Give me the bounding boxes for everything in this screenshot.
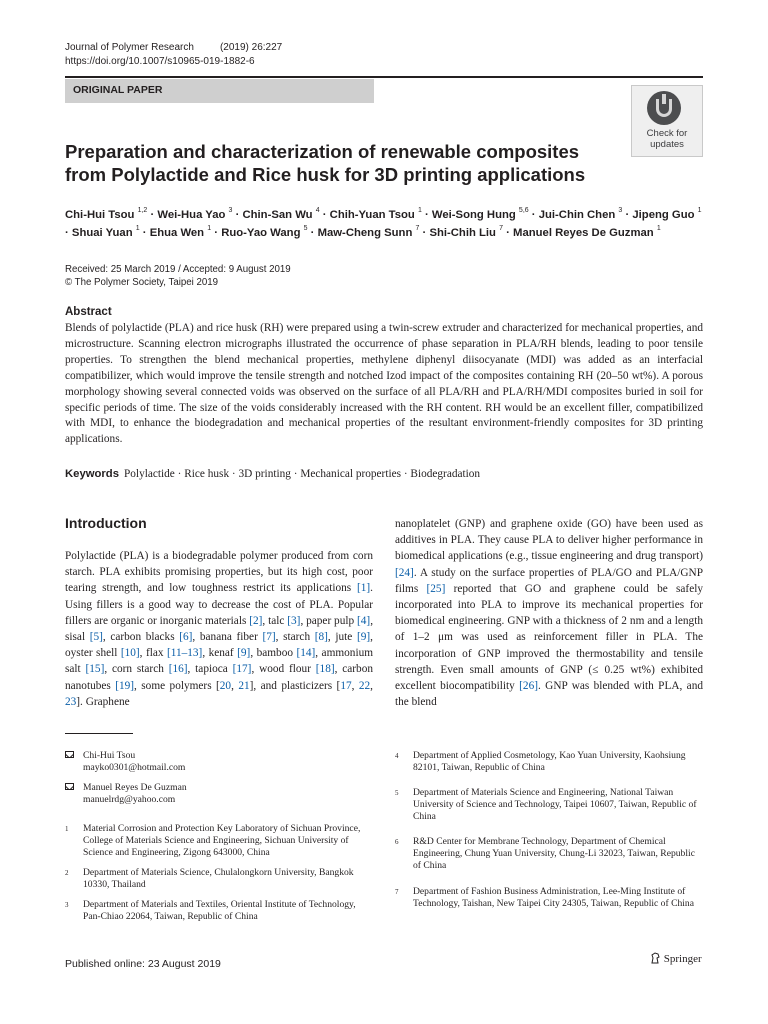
reference-link[interactable]: [24] [395,566,414,579]
author-name: Chih-Yuan Tsou [329,209,415,221]
affiliation-7 [395,886,705,922]
author-name: Chi-Hui Tsou [65,209,135,221]
author-name: Shuai Yuan [71,227,133,239]
journal-year-volume: (2019) 26:227 [219,42,283,53]
reference-link[interactable]: [14] [296,647,316,660]
contact-email[interactable]: manuelrdg@yahoo.com [83,794,176,805]
publisher-logo [650,952,702,965]
affiliation-1 [65,823,375,859]
keywords-list: Polylactide · Rice husk · 3D printing · Mechanical properties · Biodegradation [124,468,481,480]
affiliation-6 [395,836,705,872]
published-online: Published online: 23 August 2019 [65,958,221,970]
author-name: Maw-Cheng Sunn [317,227,413,239]
abstract-text: Blends of polylactide (PLA) and rice husk (RH) were prepared using a twin-screw extruder and characterized for mechanical properties, and microstructure. Scanning electron micrographs illustrated the occurrence of phase separation in PLA/RH blends, leading to poor tensile properties. To strengthen the blend mechanical properties, methylene diphenyl diisocyanate (MDI) was added as an interfacial compatibilizer, which would improve the tensile strength and notched Izod impact of the composites containing RH (20–50 wt%). A porous morphology showing several connected voids was observed on the surface of all PLA/RH and PLA/RH/MDI composites buried in soil for specific periods of time. The size of the voids considerably increased with the RH content. RH would be an excellent filler, compatibilized with MDI, to enhance the biodegradation and mechanical properties of the resultant environment-friendly composites for 3D printing applications. [65,322,703,446]
check-for-updates-badge[interactable] [631,85,703,157]
affiliation-number: 4 [395,752,399,760]
section-label: ORIGINAL PAPER [65,79,374,103]
author-affiliation: 4 [315,207,320,214]
affiliation-2 [65,867,375,891]
copyright: © The Polymer Society, Taipei 2019 [65,277,219,288]
author-affiliation: 3 [618,207,623,214]
doi-link[interactable]: https://doi.org/10.1007/s10965-019-1882-6 [65,56,255,67]
journal-header [65,41,282,69]
author-name: Wei-Hua Yao [157,209,226,221]
publisher-name: Springer [663,953,702,965]
journal-name: Journal of Polymer Research [65,42,194,53]
affiliation-5 [395,787,705,823]
affiliation-text: Department of Fashion Business Administration, Lee-Ming Institute of Technology, Taishan, New Taipei City 24305, Taiwan, Republic of China [413,886,694,909]
contact-2 [65,782,375,806]
abstract-heading: Abstract [65,306,112,318]
contact-email[interactable]: mayko0301@hotmail.com [83,762,186,773]
reference-link[interactable]: [17] [232,663,252,676]
author-affiliation: 7 [499,225,503,232]
affiliation-text: R&D Center for Membrane Technology, Department of Chemical Engineering, Chung Yuan University, Chung-Li 32023, Taiwan, Republic of China [413,836,695,871]
contact-name: Chi-Hui Tsou [83,750,136,761]
affiliation-text: Department of Applied Cosmetology, Kao Yuan University, Kaohsiung 82101, Taiwan, Republic of China [413,750,686,773]
reference-link[interactable]: [1] [356,582,371,595]
affiliation-number: 1 [65,825,69,833]
author-affiliation: 5 [303,225,308,232]
reference-link[interactable]: [8] [314,631,328,644]
author-affiliation: 1 [697,207,702,214]
header-rule [65,76,703,78]
reference-link[interactable]: 20 [219,679,232,692]
author-affiliation: 5,6 [518,207,529,214]
reference-link[interactable]: [5] [89,631,103,644]
footnote-divider [65,733,133,734]
envelope-icon [65,783,74,790]
reference-link[interactable]: [11–13] [166,647,203,660]
reference-link[interactable]: 23 [65,695,77,708]
reference-link[interactable]: [26] [519,680,538,693]
affiliation-text: Material Corrosion and Protection Key Laboratory of Sichuan Province, College of Materials Science and Engineering, Sichuan University of Science and Engineering, Zigong 643000, China [83,823,361,858]
reference-link[interactable]: [2] [249,614,263,627]
reference-link[interactable]: 17 [340,679,352,692]
check-for-updates-icon [647,91,681,125]
reference-link[interactable]: [15] [85,663,105,676]
badge-line-1: Check for [646,128,688,139]
article-title: Preparation and characterization of renewable composites from Polylactide and Rice husk for 3D printing applications [65,141,586,185]
introduction-column-left: Polylactide (PLA) is a biodegradable polymer produced from corn starch. PLA exhibits promising properties, but its high cost, poor tearing strength, and low toughness restrict its applications [1]. Using fillers is a good way to decrease the cost of PLA. Popular fillers are organic or inorganic materials [2], talc [3], paper pulp [4], sisal [5], carbon blacks [6], banana fiber [7], starch [8], jute [9], oyster shell [10], flax [11–13], kenaf [9], bamboo [14], ammonium salt [15], corn starch [16], tapioca [17], wood flour [18], carbon nanotubes [19], some polymers [20, 21], and plasticizers [17, 22, 23]. Graphene [65,550,374,708]
author-affiliation: 7 [415,225,420,232]
reference-link[interactable]: 22 [358,679,371,692]
affiliation-text: Department of Materials Science, Chulalongkorn University, Bangkok 10330, Thailand [83,867,354,890]
reference-link[interactable]: [19] [115,679,135,692]
author-affiliation: 1 [135,225,140,232]
contact-1 [65,750,375,774]
author-name: Manuel Reyes De Guzman [513,227,654,239]
author-name: Ehua Wen [149,227,205,239]
article-dates [65,263,291,289]
author-affiliation: 3 [228,207,233,214]
affiliation-number: 2 [65,869,69,877]
author-name: Chin-San Wu [242,209,313,221]
affiliation-4 [395,750,705,774]
affiliation-text: Department of Materials and Textiles, Oriental Institute of Technology, Pan-Chiao 22064, Taiwan, Republic of China [83,899,356,922]
contact-name: Manuel Reyes De Guzman [83,782,187,793]
introduction-heading: Introduction [65,515,147,531]
keywords [65,468,480,480]
reference-link[interactable]: [16] [168,663,188,676]
author-name: Wei-Song Hung [431,209,516,221]
reference-link[interactable]: [3] [287,614,301,627]
affiliation-number: 6 [395,838,399,846]
reference-link[interactable]: [9] [237,647,251,660]
affiliation-3 [65,899,375,923]
author-name: Jui-Chin Chen [538,209,616,221]
author-name: Ruo-Yao Wang [221,227,301,239]
affiliation-number: 3 [65,901,69,909]
reference-link[interactable]: [6] [179,631,193,644]
author-list: Chi-Hui Tsou $^{1,2}$ · Wei-Hua Yao $^3$ · Chin-San Wu $^4$ · Chih-Yuan Tsou $^1$ · Wei-Song Hung $^{5,6}$ · Jui-Chin Chen $^3$ · Jipeng Guo $^1$ · Shuai Yuan $^1$ · Ehua Wen $^1$ · Ruo-Yao Wang $^5$ · Maw-Cheng Sunn $^7$ · Shi-Chih Liu $^7$ · Manuel Reyes De Guzman $^1$ [65,207,702,239]
reference-link[interactable]: [18] [315,663,335,676]
keywords-label: Keywords [65,468,119,480]
reference-link[interactable]: 21 [238,679,250,692]
envelope-icon [65,751,74,758]
badge-line-2: updates [650,139,684,150]
reference-link[interactable]: [7] [262,631,276,644]
author-affiliation: 1,2 [137,207,148,214]
author-name: Shi-Chih Liu [429,227,496,239]
author-affiliation: 1 [207,225,212,232]
reference-link[interactable]: [9] [356,631,371,644]
author-affiliation: 1 [417,207,422,214]
reference-link[interactable]: [10] [120,647,140,660]
author-name: Jipeng Guo [632,209,695,221]
reference-link[interactable]: [4] [357,614,371,627]
introduction-column-right: nanoplatelet (GNP) and graphene oxide (GO) have been used as additives in PLA. They cause PLA to deliver higher performance in biomedical applications (e.g., tissue engineering and drug transport) [24]. A study on the surface properties of PLA/GO and PLA/GNP films [25] reported that GO and graphene could be safely incorporated into PLA to improve its mechanical properties for biomedical engineering. GNP with a thickness of 2 nm and a length of 1–2 μm was used as reinforcement filler in PLA. The incorporation of GNP improved the thermostability and tensile strength. Even small amounts of GNP (≤ 0.25 wt%) exhibited excellent biocompatibility [26]. GNP was blended with PLA, and the blend [395,518,703,709]
affiliation-number: 7 [395,888,399,896]
affiliation-text: Department of Materials Science and Engineering, National Taiwan University of Science and Technology, Taipei 10607, Taiwan, Republic of China [413,787,697,822]
author-affiliation: 1 [656,225,661,232]
springer-horse-icon [650,952,661,964]
received-accepted: Received: 25 March 2019 / Accepted: 9 August 2019 [65,264,291,275]
affiliation-number: 5 [395,789,399,797]
reference-link[interactable]: [25] [426,582,446,595]
